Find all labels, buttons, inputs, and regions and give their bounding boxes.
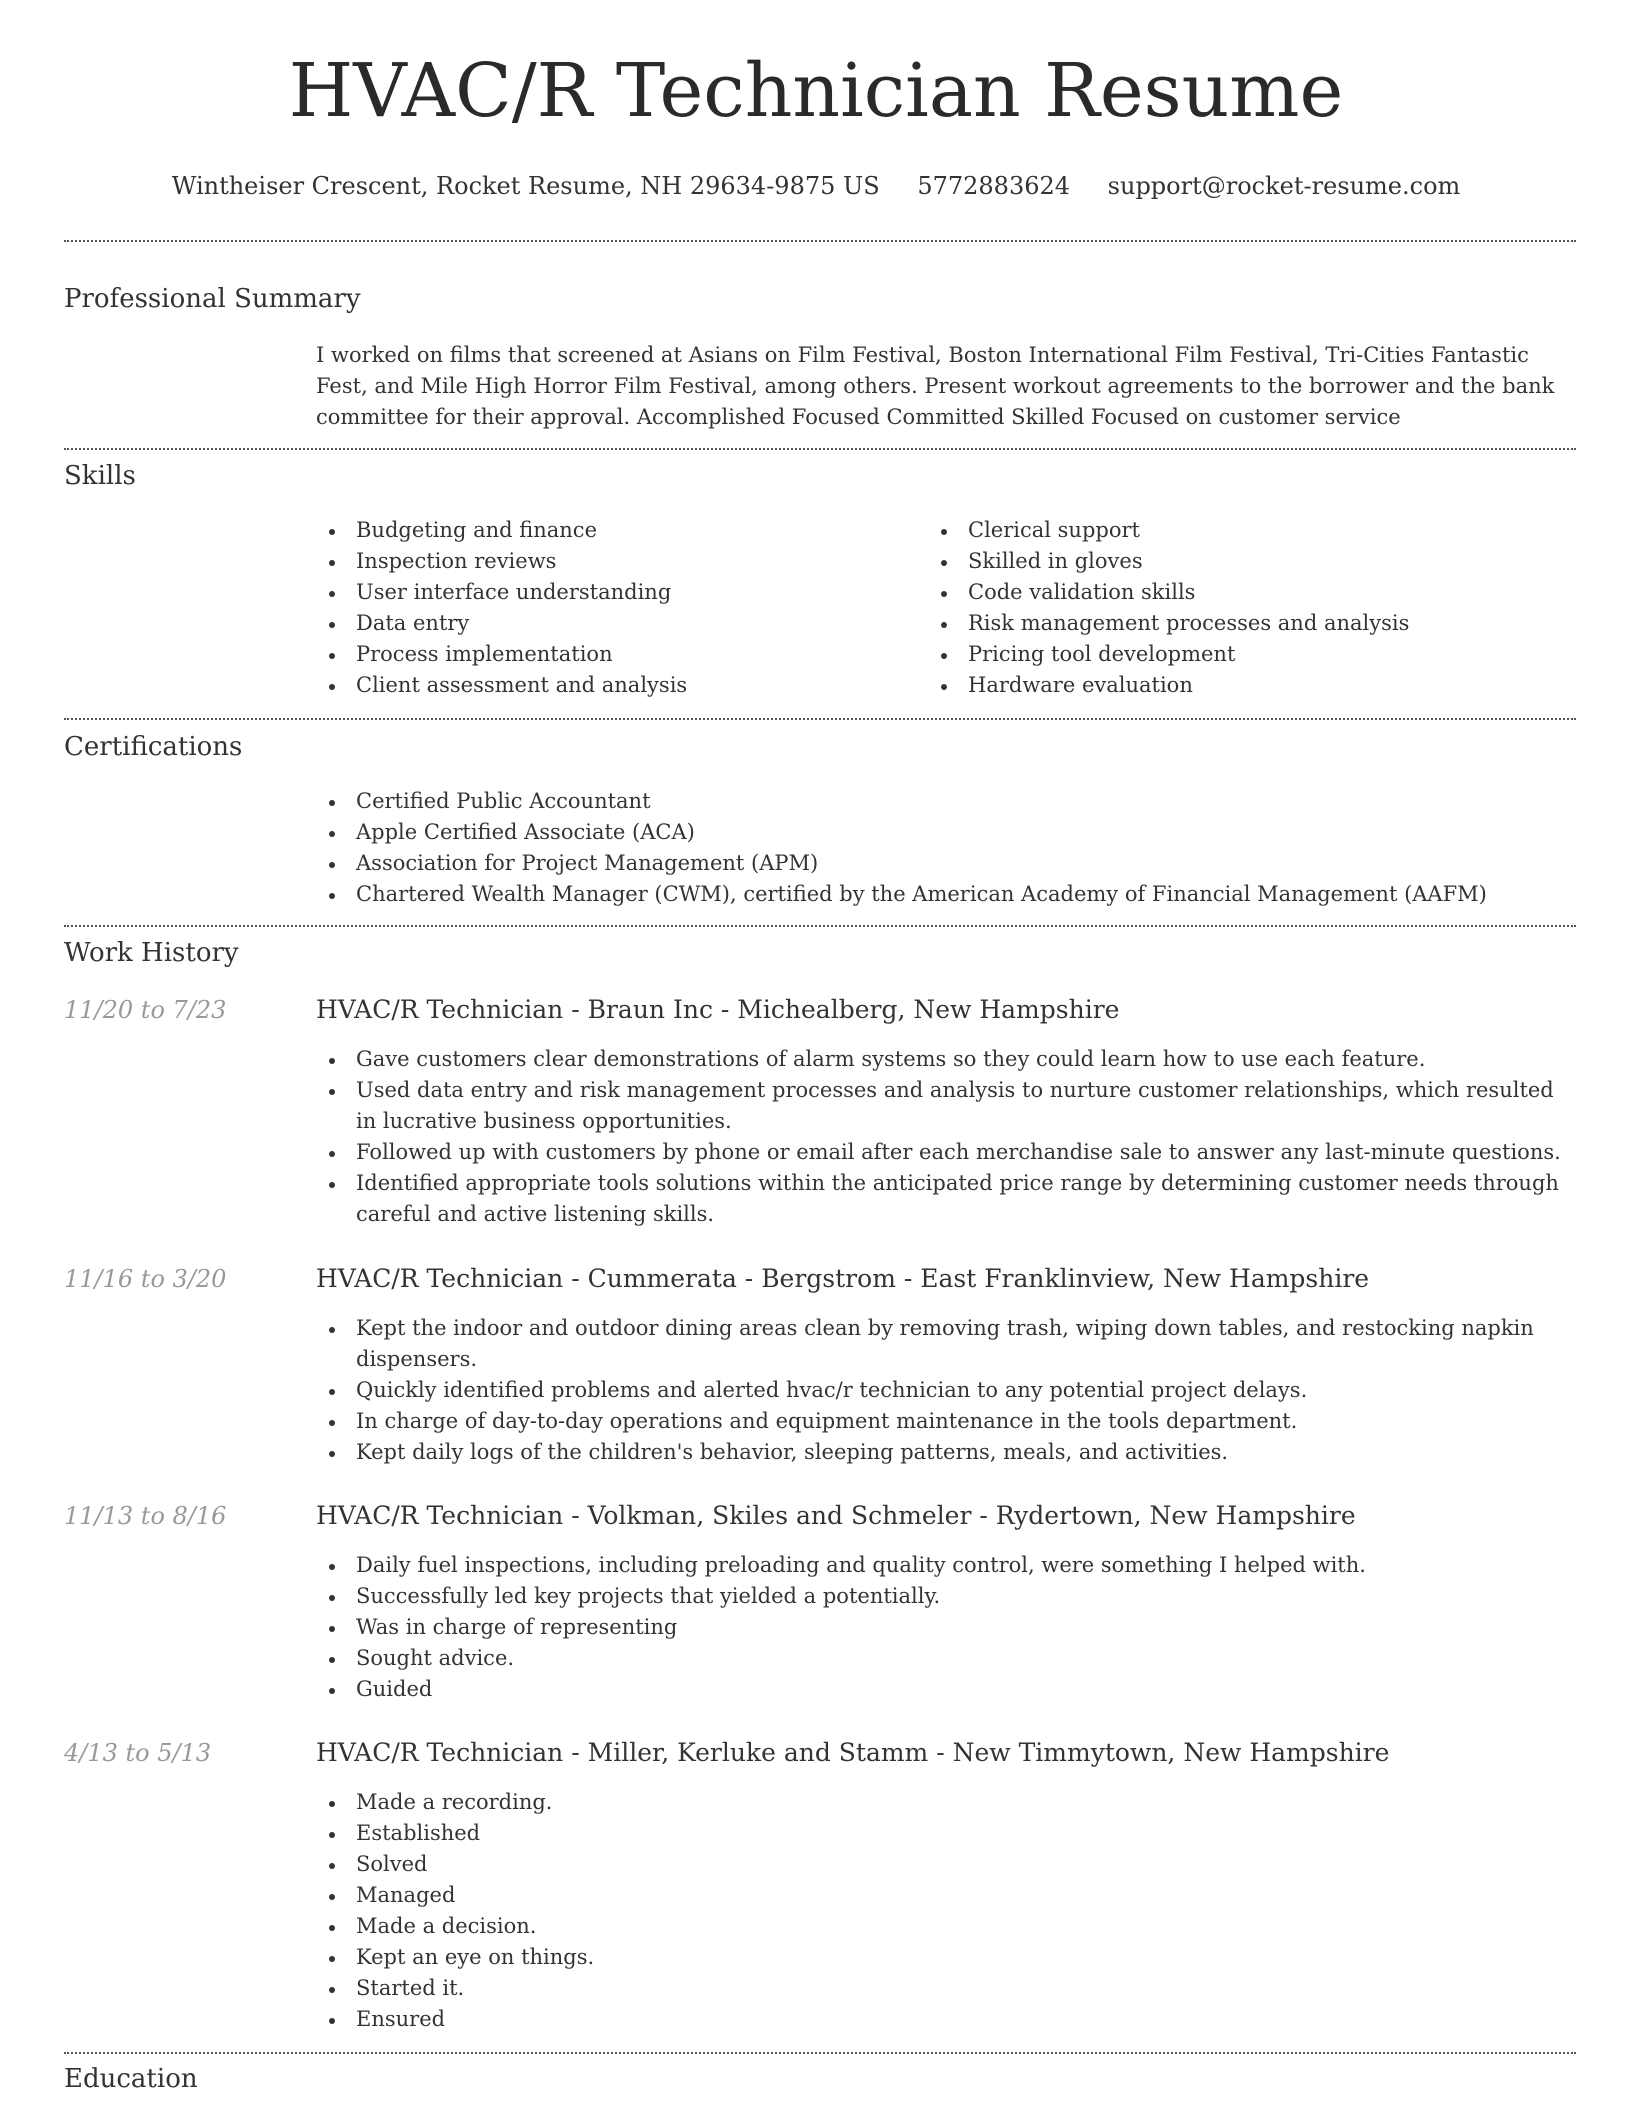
page-title: HVAC/R Technician Resume [288,48,1344,134]
list-item: Was in charge of representing [312,1612,1576,1643]
list-item: Established [312,1818,1576,1849]
job-bullets [312,1787,1576,2035]
list-item: Budgeting and finance [312,515,912,546]
list-item: Quickly identified problems and alerted hvac/r technician to any potential project delays. [312,1375,1576,1406]
list-item: Kept an eye on things. [312,1942,1576,1973]
contact-line [0,172,1632,200]
job-title: HVAC/R Technician - Cummerata - Bergstrom - East Franklinview, New Hampshire [316,1264,1370,1293]
list-item: In charge of day-to-day operations and equipment maintenance in the tools department. [312,1406,1576,1437]
job-title: HVAC/R Technician - Miller, Kerluke and Stamm - New Timmytown, New Hampshire [316,1738,1390,1767]
skills-list-right [924,515,1564,701]
list-item: Ensured [312,2004,1576,2035]
divider [64,448,1576,450]
section-title-skills: Skills [64,461,136,491]
summary-text: I worked on films that screened at Asians on Film Festival, Boston International Film Festival, Tri-Cities Fantastic Fest, and Mile High Horror Film Festival, among others. Present workout agreements to the borrower and the bank committee for their approval. Accomplished Focused Committed Skilled Focused on customer service [316,343,1555,429]
contact-email: support@rocket-resume.com [1107,172,1461,200]
list-item: Process implementation [312,639,912,670]
list-item: Chartered Wealth Manager (CWM), certified by the American Academy of Financial Management (AAFM) [312,879,1576,910]
list-item: Daily fuel inspections, including preloading and quality control, were something I helped with. [312,1550,1576,1581]
contact-address: Wintheiser Crescent, Rocket Resume, NH 29634-9875 US [171,172,880,200]
list-item: Started it. [312,1973,1576,2004]
list-item: Code validation skills [924,577,1564,608]
list-item: Association for Project Management (APM) [312,848,1576,879]
list-item: User interface understanding [312,577,912,608]
list-item: Guided [312,1674,1576,1705]
section-title-education: Education [64,2064,198,2094]
list-item: Followed up with customers by phone or email after each merchandise sale to answer any last-minute questions. [312,1137,1576,1168]
list-item: Pricing tool development [924,639,1564,670]
list-item: Successfully led key projects that yielded a potentially. [312,1581,1576,1612]
section-title-summary: Professional Summary [64,284,361,314]
list-item: Skilled in gloves [924,546,1564,577]
job-bullets [312,1550,1576,1705]
list-item: Apple Certified Associate (ACA) [312,817,1576,848]
certifications-list [312,786,1576,910]
list-item: Kept the indoor and outdoor dining areas clean by removing trash, wiping down tables, and restocking napkin dispensers. [312,1313,1576,1375]
list-item: Sought advice. [312,1643,1576,1674]
section-title-work-history: Work History [64,938,239,968]
divider [64,718,1576,720]
list-item: Gave customers clear demonstrations of alarm systems so they could learn how to use each feature. [312,1044,1576,1075]
list-item: Data entry [312,608,912,639]
list-item: Clerical support [924,515,1564,546]
job-title: HVAC/R Technician - Volkman, Skiles and Schmeler - Rydertown, New Hampshire [316,1501,1356,1530]
list-item: Used data entry and risk management processes and analysis to nurture customer relationships, which resulted in lucrative business opportunities. [312,1075,1576,1137]
section-title-certifications: Certifications [64,732,243,762]
job-dates: 11/13 to 8/16 [64,1502,227,1530]
divider [64,240,1576,242]
contact-phone: 5772883624 [917,172,1071,200]
list-item: Managed [312,1880,1576,1911]
list-item: Solved [312,1849,1576,1880]
skills-list-left [312,515,912,701]
list-item: Identified appropriate tools solutions within the anticipated price range by determining customer needs through careful and active listening skills. [312,1168,1576,1230]
list-item: Kept daily logs of the children's behavior, sleeping patterns, meals, and activities. [312,1437,1576,1468]
job-title: HVAC/R Technician - Braun Inc - Michealberg, New Hampshire [316,995,1120,1024]
list-item: Made a decision. [312,1911,1576,1942]
divider [64,2052,1576,2054]
list-item: Made a recording. [312,1787,1576,1818]
list-item: Risk management processes and analysis [924,608,1564,639]
list-item: Client assessment and analysis [312,670,912,701]
job-dates: 11/20 to 7/23 [64,996,227,1024]
list-item: Inspection reviews [312,546,912,577]
list-item: Hardware evaluation [924,670,1564,701]
job-bullets [312,1313,1576,1468]
job-dates: 4/13 to 5/13 [64,1739,212,1767]
list-item: Certified Public Accountant [312,786,1576,817]
job-bullets [312,1044,1576,1230]
divider [64,925,1576,927]
job-dates: 11/16 to 3/20 [64,1265,227,1293]
